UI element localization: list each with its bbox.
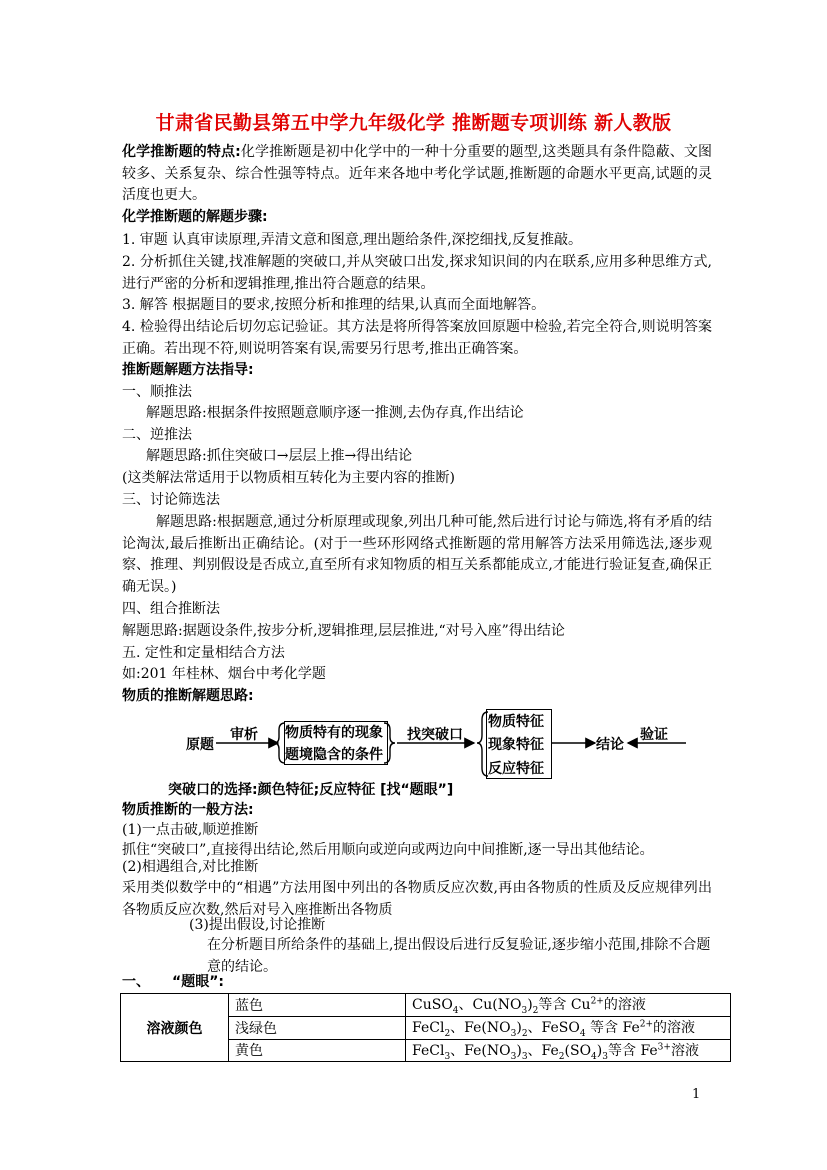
- method-4-title: 四、组合推断法: [122, 601, 220, 617]
- method-5-text: 如:201 年桂林、烟台中考化学题: [122, 666, 326, 682]
- steps-heading: 化学推断题的解题步骤:: [122, 209, 268, 225]
- general-3-text: 在分析题目所给条件的基础上,提出假设后进行反复验证,逐步缩小范围,排除不合题意的结论。: [207, 937, 711, 975]
- section-1-title: “题眼”:: [172, 974, 225, 990]
- table-color: 蓝色: [229, 994, 406, 1017]
- diagram-arrow3-label: 验证: [640, 727, 668, 743]
- general-heading: 物质推断的一般方法:: [122, 802, 254, 818]
- diagram-heading: 物质的推断解题思路:: [122, 688, 254, 704]
- step-3: 3. 解答 根据题目的要求,按照分析和推理的结果,认真而全面地解答。: [122, 297, 546, 313]
- method-2-note: (这类解法常适用于以物质相互转化为主要内容的推断): [122, 470, 455, 486]
- general-2-text: 采用类似数学中的“相遇”方法用图中列出的各物质反应次数,再由各物质的性质及反应规律列出各物质反应次数,然后对号入座推断出各物质: [122, 880, 712, 918]
- step-1: 1. 审题 认真审读原理,弄清文意和图意,理出题给条件,深挖细找,反复推敲。: [122, 232, 583, 248]
- general-1-title: (1)一点击破,顺逆推断: [122, 822, 259, 838]
- table-row: [121, 994, 731, 1017]
- table-color: 黄色: [229, 1039, 406, 1062]
- step-4: 4. 检验得出结论后切勿忘记验证。其方法是将所得答案放回原题中检验,若完全符合,则说明答案正确。若出现不符,则说明答案有误,需要另行思考,推出正确答案。: [122, 319, 712, 357]
- general-1-text: 抓住“突破口”,直接得出结论,然后用顺向或逆向或两边向中间推断,逐一导出其他结论。: [122, 842, 654, 858]
- table-ions-cell: FeCl$_2$、$Fe(NO_3)_2$、FeSO$_4$ 等含 $Fe^{2+}$的溶液: [406, 1016, 731, 1039]
- method-3-text: 解题思路:根据题意,通过分析原理或现象,列出几种可能,然后进行讨论与筛选,将有矛盾的结论淘汰,最后推断出正确结论。(对于一些环形网络式推断题的常用解答方法采用筛选法,逐步观察、推理、判别假设是否成立,直至所有求知物质的相互关系都能成立,才能进行验证复查,确保正确无误。): [122, 514, 712, 595]
- diagram-arrow2-label: 找突破口: [407, 727, 463, 743]
- diagram-left-top: 物质特有的现象: [285, 725, 383, 741]
- section-1-num: 一、: [122, 974, 150, 990]
- diagram-result: 结论: [596, 737, 624, 753]
- page-number: 1: [692, 1087, 701, 1102]
- features-text: 化学推断题是初中化学中的一种十分重要的题型,这类题具有条件隐蔽、文图较多、关系复杂、综合性强等特点。近年来各地中考化学试题,推断题的命题水平更高,试题的灵活度也更大。: [122, 144, 712, 203]
- features-label: 化学推断题的特点:: [122, 144, 241, 160]
- diagram-left-bottom: 题境隐含的条件: [285, 747, 383, 763]
- table-category: 溶液颜色: [121, 994, 229, 1062]
- table-ions-cell: FeCl$_3$、$Fe(NO_3)_3$、$Fe_2(SO_4)_3$等含 $Fe^{3+}$溶液: [406, 1039, 731, 1062]
- step-2: 2. 分析抓住关键,找准解题的突破口,并从突破口出发,探求知识间的内在联系,应用多种思维方式,进行严密的分析和逻辑推理,推出符合题意的结果。: [122, 254, 712, 292]
- diagram-right-2: 现象特征: [488, 737, 544, 753]
- table-color: 浅绿色: [229, 1016, 406, 1039]
- diagram-arrow1-label: 审析: [230, 727, 258, 743]
- method-1-text: 解题思路:根据条件按照题意顺序逐一推测,去伪存真,作出结论: [146, 405, 524, 421]
- general-2-title: (2)相遇组合,对比推断: [122, 859, 259, 875]
- diagram-right-1: 物质特征: [488, 714, 544, 730]
- table-ions-cell: CuSO$_4$、$Cu(NO_3)_2$等含 $Cu^{2+}$的溶液: [406, 994, 731, 1017]
- method-1-title: 一、顺推法: [122, 384, 192, 400]
- general-3-title: (3)提出假设,讨论推断: [189, 917, 326, 933]
- method-2-title: 二、逆推法: [122, 427, 192, 443]
- diagram-start: 原题: [186, 737, 214, 753]
- section-1-heading: [122, 972, 224, 993]
- method-2-text: 解题思路:抓住突破口→层层上推→得出结论: [146, 448, 413, 464]
- diagram-right-3: 反应特征: [488, 761, 544, 777]
- method-5-title: 五. 定性和定量相结合方法: [122, 645, 285, 661]
- methods-heading: 推断题解题方法指导:: [122, 362, 254, 378]
- method-3-title: 三、讨论筛选法: [122, 492, 220, 508]
- method-4-text: 解题思路:据题设条件,按步分析,逻辑推理,层层推进,“对号入座”得出结论: [122, 623, 565, 639]
- color-table: [120, 993, 731, 1062]
- document-title: 甘肃省民勤县第五中学九年级化学 推断题专项训练 新人教版: [155, 112, 672, 134]
- breakthrough-line: 突破口的选择:颜色特征;反应特征 [找“题眼”]: [168, 782, 454, 798]
